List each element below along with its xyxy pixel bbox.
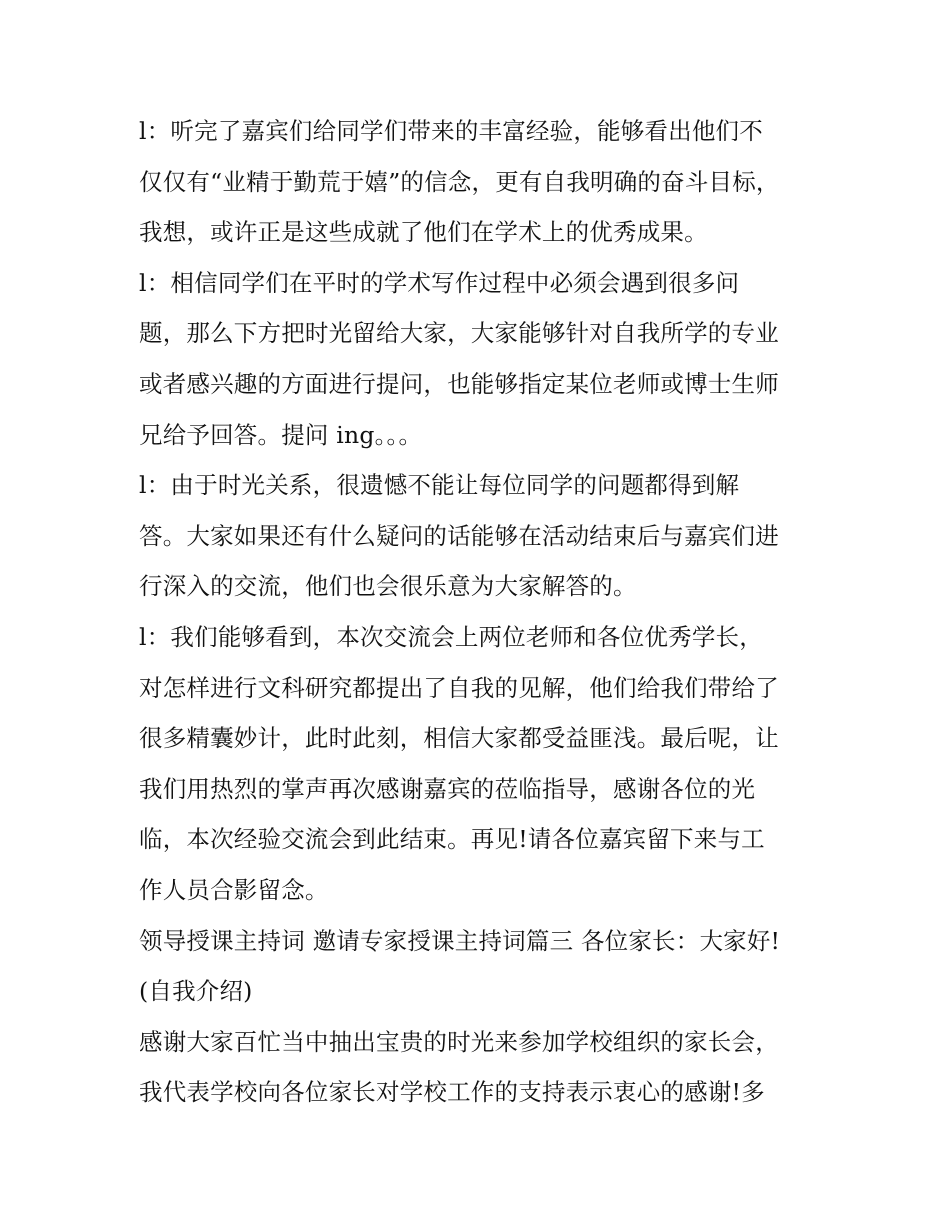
section-heading-line: 领导授课主持词 邀请专家授课主持词篇三 各位家长：大家好! [139, 926, 781, 955]
text-line: 答。大家如果还有什么疑问的话能够在活动结束后与嘉宾们进 [139, 521, 779, 550]
text-line: 兄给予回答。提问 ing。。。 [139, 420, 423, 449]
text-line: l：我们能够看到，本次交流会上两位老师和各位优秀学长， [139, 622, 763, 651]
text-line: 对怎样进行文科研究都提出了自我的见解，他们给我们带给了 [139, 673, 779, 702]
text-line: 感谢大家百忙当中抽出宝贵的时光来参加学校组织的家长会， [139, 1027, 779, 1056]
text-line: 作人员合影留念。 [139, 875, 329, 904]
text-line: 我们用热烈的掌声再次感谢嘉宾的莅临指导，感谢各位的光 [139, 774, 756, 803]
text-line: 或者感兴趣的方面进行提问，也能够指定某位老师或博士生师 [139, 369, 779, 398]
text-line: l：由于时光关系，很遗憾不能让每位同学的问题都得到解 [139, 471, 740, 500]
text-line: l：听完了嘉宾们给同学们带来的丰富经验，能够看出他们不 [139, 117, 763, 145]
text-line: 题，那么下方把时光留给大家，大家能够针对自我所学的专业 [139, 319, 779, 348]
text-line: 临，本次经验交流会到此结束。再见!请各位嘉宾留下来与工 [139, 825, 765, 854]
document-body [139, 106, 819, 1118]
text-line: 我想，或许正是这些成就了他们在学术上的优秀成果。 [139, 218, 708, 247]
text-line: 我代表学校向各位家长对学校工作的支持表示衷心的感谢!多 [139, 1078, 765, 1107]
text-line: 很多精囊妙计，此时此刻，相信大家都受益匪浅。最后呢，让 [139, 724, 779, 753]
text-line: 行深入的交流，他们也会很乐意为大家解答的。 [139, 572, 637, 601]
text-line: 仅仅有“业精于勤荒于嬉”的信念，更有自我明确的奋斗目标， [139, 167, 780, 196]
text-line: (自我介绍) [139, 977, 253, 1006]
text-line: l：相信同学们在平时的学术写作过程中必须会遇到很多问 [139, 268, 740, 297]
